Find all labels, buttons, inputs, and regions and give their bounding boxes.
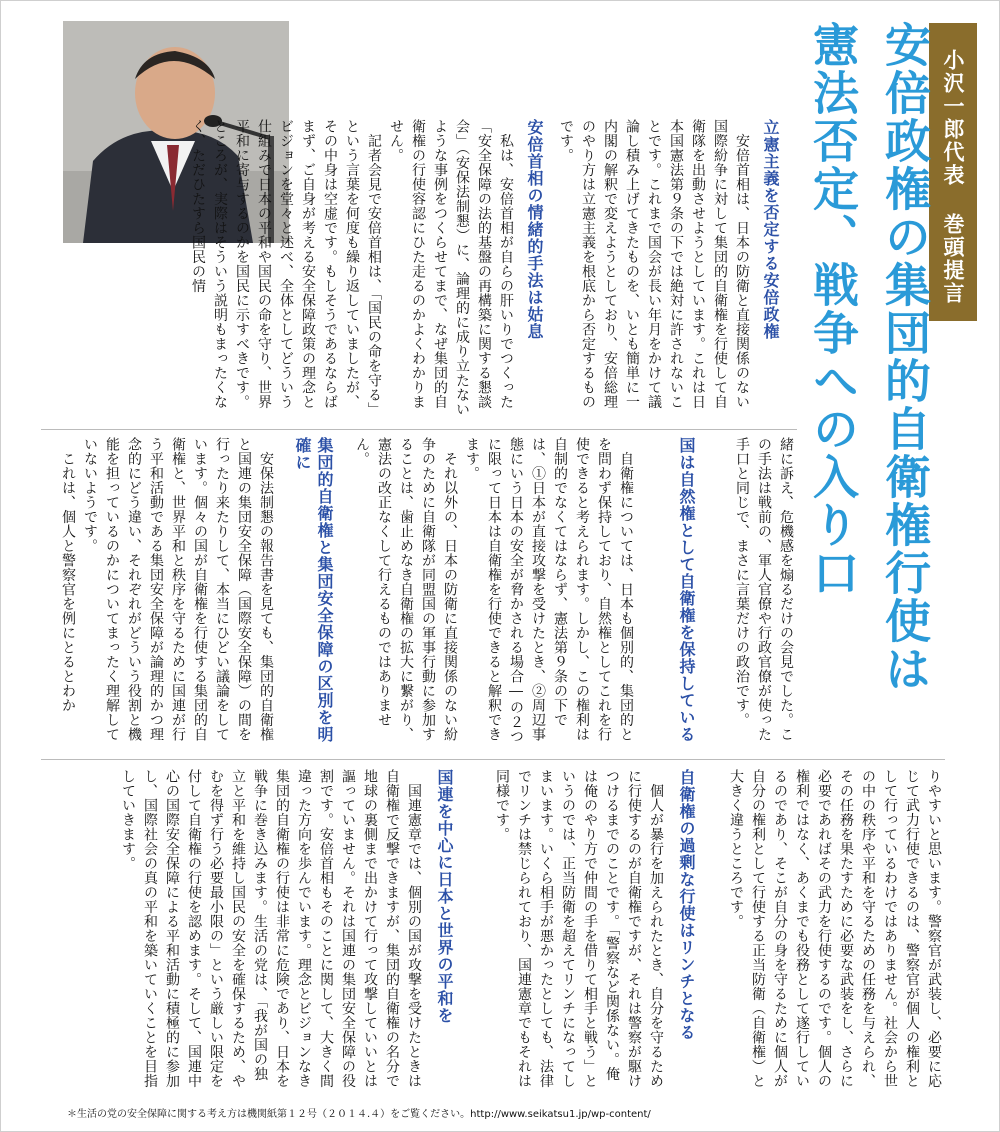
headline-line-2: 憲法否定、戦争への入り口: [806, 21, 860, 597]
section-6-heading: 自衛権の過剰な行使はリンチとなる: [677, 769, 696, 1041]
section-2-heading: 安倍首相の情緒的手法は姑息: [525, 119, 544, 340]
section-2-body-b: [41, 251, 289, 419]
section-3-body: 自衛権については、日本も個別的、集団的とを問わず保持しており、自然権としてこれを行使できると考えられます。しかし、この権利は自制的でなくてはならず、憲法第９条の下では、①日本が直接攻撃を受けたとき、②周辺事態にいう日本の安全が脅かされる場合―の２つに限って日本は自衛権を行使できると解釈できます。 それ以外の、日本の防衛に直接関係のない紛争のために自衛隊が同盟国の軍事行動に参加することは、歯止めなき自衛権の拡大に繋がり、憲法の改正なくして行えるものではありません。: [354, 437, 634, 744]
footer-note: ＊生活の党の安全保障に関する考え方は機関紙第１２号（２０１４.４）をご覧ください。http://www.seikatsu1.jp/wp-content/: [67, 1109, 651, 1120]
section-1-body: 安倍首相は、日本の防衛と直接関係のない国際紛争に対して集団的自衛権を行使して自衛隊を出動させようとしています。これは日本国憲法第９条の下では絶対に許されないことです。これまで国会が長い年月をかけて議論し積み上げてきたものを、いとも簡単に一内閣の解釈で変えようとしており、安倍総理のやり方は立憲主義を根底から否定するものです。: [558, 119, 750, 409]
section-3-heading: 国は自然権として自衛権を保持している: [677, 437, 696, 743]
section-4-heading: 集団的自衛権と集団安全保障の区別を明確に: [293, 437, 334, 743]
divider-lower: [41, 759, 945, 760]
author-badge: 小沢一郎代表 巻頭提言: [929, 23, 977, 321]
section-4-continued: りやすいと思います。警察官が武装し、必要に応じて武力行使できるのは、警察官が個人の権利として行っているわけではありません。社会から世の中の秩序や平和を守るための任務を与えられ、その任務を果たすために必要な武装をし、さらに必要であればその武力を行使するのです。個人の権利ではなく、あくまでも役務として遂行しているのであり、そこが自分の身を守るために個人が自分の権利として行使する正当防衛（自衛権）と大きく違うところです。: [728, 769, 942, 1088]
section-7-body: 国連憲章では、個別の国が攻撃を受けたときは自衛権で反撃できますが、集団的自衛権の名分で地球の裏側まで出かけて行って攻撃していいとは謳っていません。それは国連の集団安全保障の役割です。安倍首相もそのことに関して、大きく間違った方向を歩んでいます。理念とビジョンなき集団的自衛権の行使は非常に危険であり、日本を戦争に巻き込みます。生活の党は、「我が国の独立と平和を維持し国民の安全を確保するため、やむを得ず行う必要最小限の」という厳しい限定を付して自衛権の行使を認めます。そして、国連中心の国際安全保障による平和活動に積極的に参加し、国際社会の真の平和を築いていくことを目指していきます。: [120, 769, 422, 1088]
section-7-heading: 国連を中心に日本と世界の平和を: [435, 769, 454, 1024]
section-4-body: 安保法制懇の報告書を見ても、集団的自衛権と国連の集団安全保障（国際安全保障）の間を行ったり来たりして、本当にひどい議論をしています。個々の国が自衛権を行使する集団的自衛権と、世界平和と秩序を守るために国連が行う平和活動である集団安全保障が論理的かつ理念的にどう違い、それぞれがどういう役割と機能を担っているのかについてまったく理解していないようです。 これは、個人と警察官を例にとるとわか: [60, 437, 274, 742]
headline-line-1: 安倍政権の集団的自衛権行使は: [878, 21, 932, 693]
section-6-body: 個人が暴行を加えられたとき、自分を守るために行使するのが自衛権ですが、それは警察が駆けつけるまでのことです。「警察など関係ない。俺は俺のやり方で仲間の手を借りて相手と戦う」というのでは、正当防衛を超えてリンチになってしまいます。いくら相手が悪かったとしても、法律でリンチは禁じられており、国連憲章でもそれは同様です。: [494, 769, 664, 1088]
section-1-heading: 立憲主義を否定する安倍政権: [761, 119, 780, 340]
section-2-body-a: 私は、安倍首相が自らの肝いりでつくった「安全保障の法的基盤の再構築に関する懇談会」（安保法制懇）に、論理的に成り立たないような事例をつくらせてまで、なぜ集団的自衛権の行使容認にひた走るのかよくわかりません。 記者会見で安倍首相は、「国民の命を守る」という言葉を何度も繰り返していましたが、その中身は空虚です。もしそうであるならばまず、ご自身が考える安全保障政策の理念とビジョンを堂々と述べ、全体としてどういう仕組みで日本の平和や国民の命を守り、世界平和に寄与するのかを国民に示すべきです。ところが、実際はそういう説明もまったくなく、ただひたすら国民の情: [190, 119, 514, 417]
divider-upper: [41, 429, 797, 430]
section-2-continued: 緒に訴え、危機感を煽るだけの会見でした。この手法は戦前の、軍人官僚や行政官僚が使った手口と同じで、まさに言葉だけの政治です。: [734, 437, 794, 742]
